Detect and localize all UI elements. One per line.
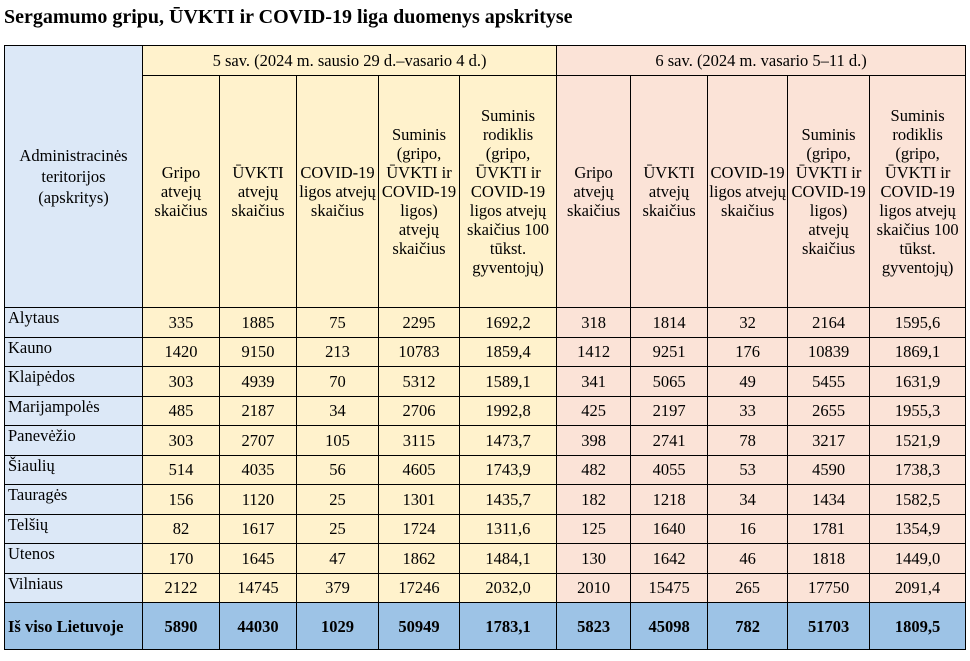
- week6-header: 6 sav. (2024 m. vasario 5–11 d.): [557, 46, 966, 76]
- week5-value-cell: 1885: [220, 308, 297, 338]
- table-row: [5, 396, 966, 426]
- table-row: [5, 308, 966, 338]
- county-name: Marijampolės: [5, 396, 143, 426]
- week5-value-cell: 156: [143, 485, 220, 515]
- week5-value-cell: 1589,1: [460, 367, 557, 397]
- week5-value-cell: 1862: [379, 544, 460, 574]
- week6-total-value-cell: 51703: [788, 603, 870, 650]
- week5-value-cell: 25: [297, 485, 379, 515]
- week5-value-cell: 514: [143, 455, 220, 485]
- week5-value-cell: 75: [297, 308, 379, 338]
- county-name: Telšių: [5, 514, 143, 544]
- week5-value-cell: 170: [143, 544, 220, 574]
- week6-value-cell: 5065: [631, 367, 708, 397]
- week5-value-cell: 1743,9: [460, 455, 557, 485]
- table-row: [5, 426, 966, 456]
- week6-value-cell: 1642: [631, 544, 708, 574]
- table-row: [5, 544, 966, 574]
- week5-value-cell: 2707: [220, 426, 297, 456]
- week6-value-cell: 1521,9: [870, 426, 966, 456]
- week5-value-cell: 2122: [143, 573, 220, 603]
- week6-value-cell: 33: [708, 396, 788, 426]
- week6-uvkti-cases-header: ŪVKTI atvejų skaičius: [631, 76, 708, 308]
- week5-value-cell: 303: [143, 367, 220, 397]
- week5-value-cell: 303: [143, 426, 220, 456]
- week6-value-cell: 318: [557, 308, 631, 338]
- week6-value-cell: 425: [557, 396, 631, 426]
- week5-value-cell: 1301: [379, 485, 460, 515]
- week5-total-value-cell: 1029: [297, 603, 379, 650]
- week5-value-cell: 1473,7: [460, 426, 557, 456]
- week6-value-cell: 265: [708, 573, 788, 603]
- week5-value-cell: 485: [143, 396, 220, 426]
- week5-header: 5 sav. (2024 m. sausio 29 d.–vasario 4 d.): [143, 46, 557, 76]
- week5-uvkti-cases-header: ŪVKTI atvejų skaičius: [220, 76, 297, 308]
- week6-value-cell: 1631,9: [870, 367, 966, 397]
- week5-value-cell: 2706: [379, 396, 460, 426]
- week5-value-cell: 335: [143, 308, 220, 338]
- week6-value-cell: 1814: [631, 308, 708, 338]
- week6-total-value-cell: 5823: [557, 603, 631, 650]
- week6-value-cell: 1595,6: [870, 308, 966, 338]
- week6-value-cell: 1738,3: [870, 455, 966, 485]
- week6-value-cell: 34: [708, 485, 788, 515]
- week5-value-cell: 1724: [379, 514, 460, 544]
- week5-value-cell: 10783: [379, 337, 460, 367]
- week6-value-cell: 46: [708, 544, 788, 574]
- week6-total-value-cell: 1809,5: [870, 603, 966, 650]
- week5-value-cell: 56: [297, 455, 379, 485]
- table-row: [5, 367, 966, 397]
- week6-value-cell: 2197: [631, 396, 708, 426]
- week5-value-cell: 1311,6: [460, 514, 557, 544]
- page-title: Sergamumo gripu, ŪVKTI ir COVID-19 liga duomenys apskrityse: [4, 6, 573, 28]
- week6-value-cell: 1955,3: [870, 396, 966, 426]
- county-name: Panevėžio: [5, 426, 143, 456]
- week5-value-cell: 17246: [379, 573, 460, 603]
- week6-value-cell: 3217: [788, 426, 870, 456]
- week6-value-cell: 2741: [631, 426, 708, 456]
- week6-value-cell: 2164: [788, 308, 870, 338]
- week5-total-value-cell: 5890: [143, 603, 220, 650]
- week6-value-cell: 341: [557, 367, 631, 397]
- week6-value-cell: 398: [557, 426, 631, 456]
- week6-value-cell: 1640: [631, 514, 708, 544]
- week5-value-cell: 82: [143, 514, 220, 544]
- county-name: Utenos: [5, 544, 143, 574]
- week6-value-cell: 1218: [631, 485, 708, 515]
- week6-value-cell: 176: [708, 337, 788, 367]
- week6-value-cell: 2655: [788, 396, 870, 426]
- week5-value-cell: 2295: [379, 308, 460, 338]
- week6-value-cell: 4590: [788, 455, 870, 485]
- table-row: [5, 337, 966, 367]
- week5-value-cell: 1420: [143, 337, 220, 367]
- week5-value-cell: 25: [297, 514, 379, 544]
- county-name: Alytaus: [5, 308, 143, 338]
- week6-total-rate-header: Suminis rodiklis (gripo, ŪVKTI ir COVID-19 ligos atvejų skaičius 100 tūkst. gyventojų): [870, 76, 966, 308]
- week6-value-cell: 1412: [557, 337, 631, 367]
- week5-value-cell: 4605: [379, 455, 460, 485]
- week5-value-cell: 105: [297, 426, 379, 456]
- week5-total-value-cell: 1783,1: [460, 603, 557, 650]
- total-row: [5, 603, 966, 650]
- week6-value-cell: 1449,0: [870, 544, 966, 574]
- week5-total-value-cell: 50949: [379, 603, 460, 650]
- week5-value-cell: 9150: [220, 337, 297, 367]
- total-label: Iš viso Lietuvoje: [5, 603, 143, 650]
- table-row: [5, 455, 966, 485]
- week6-covid-cases-header: COVID-19 ligos atvejų skaičius: [708, 76, 788, 308]
- week6-value-cell: 1582,5: [870, 485, 966, 515]
- week6-value-cell: 1354,9: [870, 514, 966, 544]
- week6-value-cell: 1434: [788, 485, 870, 515]
- week6-value-cell: 9251: [631, 337, 708, 367]
- week6-value-cell: 130: [557, 544, 631, 574]
- county-name: Tauragės: [5, 485, 143, 515]
- week6-value-cell: 1781: [788, 514, 870, 544]
- data-table: [4, 45, 966, 650]
- week5-covid-cases-header: COVID-19 ligos atvejų skaičius: [297, 76, 379, 308]
- week6-total-value-cell: 782: [708, 603, 788, 650]
- week5-flu-cases-header: Gripo atvejų skaičius: [143, 76, 220, 308]
- week5-value-cell: 1645: [220, 544, 297, 574]
- week5-value-cell: 3115: [379, 426, 460, 456]
- week6-value-cell: 32: [708, 308, 788, 338]
- week5-value-cell: 1992,8: [460, 396, 557, 426]
- week6-value-cell: 1818: [788, 544, 870, 574]
- county-name: Šiaulių: [5, 455, 143, 485]
- week5-value-cell: 2187: [220, 396, 297, 426]
- week6-value-cell: 53: [708, 455, 788, 485]
- admin-header: Administracinės teritorijos (apskritys): [5, 46, 143, 308]
- county-name: Vilniaus: [5, 573, 143, 603]
- week6-value-cell: 2010: [557, 573, 631, 603]
- week6-value-cell: 4055: [631, 455, 708, 485]
- week6-flu-cases-header: Gripo atvejų skaičius: [557, 76, 631, 308]
- week5-value-cell: 1859,4: [460, 337, 557, 367]
- week5-value-cell: 70: [297, 367, 379, 397]
- week5-value-cell: 2032,0: [460, 573, 557, 603]
- week5-value-cell: 379: [297, 573, 379, 603]
- week6-value-cell: 49: [708, 367, 788, 397]
- week5-value-cell: 4939: [220, 367, 297, 397]
- table-row: [5, 514, 966, 544]
- week6-value-cell: 2091,4: [870, 573, 966, 603]
- week6-value-cell: 5455: [788, 367, 870, 397]
- week6-value-cell: 10839: [788, 337, 870, 367]
- week5-value-cell: 1435,7: [460, 485, 557, 515]
- week5-total-rate-header: Suminis rodiklis (gripo, ŪVKTI ir COVID-19 ligos atvejų skaičius 100 tūkst. gyventojų): [460, 76, 557, 308]
- week6-value-cell: 182: [557, 485, 631, 515]
- week6-value-cell: 17750: [788, 573, 870, 603]
- week5-value-cell: 1692,2: [460, 308, 557, 338]
- week5-value-cell: 34: [297, 396, 379, 426]
- week6-value-cell: 1869,1: [870, 337, 966, 367]
- week5-value-cell: 1617: [220, 514, 297, 544]
- table-row: [5, 573, 966, 603]
- week6-total-value-cell: 45098: [631, 603, 708, 650]
- county-name: Klaipėdos: [5, 367, 143, 397]
- week6-value-cell: 482: [557, 455, 631, 485]
- week6-value-cell: 78: [708, 426, 788, 456]
- week5-total-value-cell: 44030: [220, 603, 297, 650]
- week6-value-cell: 125: [557, 514, 631, 544]
- week6-value-cell: 16: [708, 514, 788, 544]
- week5-value-cell: 47: [297, 544, 379, 574]
- week5-value-cell: 213: [297, 337, 379, 367]
- week5-total-cases-header: Suminis (gripo, ŪVKTI ir COVID-19 ligos) atvejų skaičius: [379, 76, 460, 308]
- week5-value-cell: 4035: [220, 455, 297, 485]
- week6-value-cell: 15475: [631, 573, 708, 603]
- week5-value-cell: 14745: [220, 573, 297, 603]
- week5-value-cell: 1484,1: [460, 544, 557, 574]
- table-row: [5, 485, 966, 515]
- week6-total-cases-header: Suminis (gripo, ŪVKTI ir COVID-19 ligos) atvejų skaičius: [788, 76, 870, 308]
- week5-value-cell: 1120: [220, 485, 297, 515]
- week5-value-cell: 5312: [379, 367, 460, 397]
- county-name: Kauno: [5, 337, 143, 367]
